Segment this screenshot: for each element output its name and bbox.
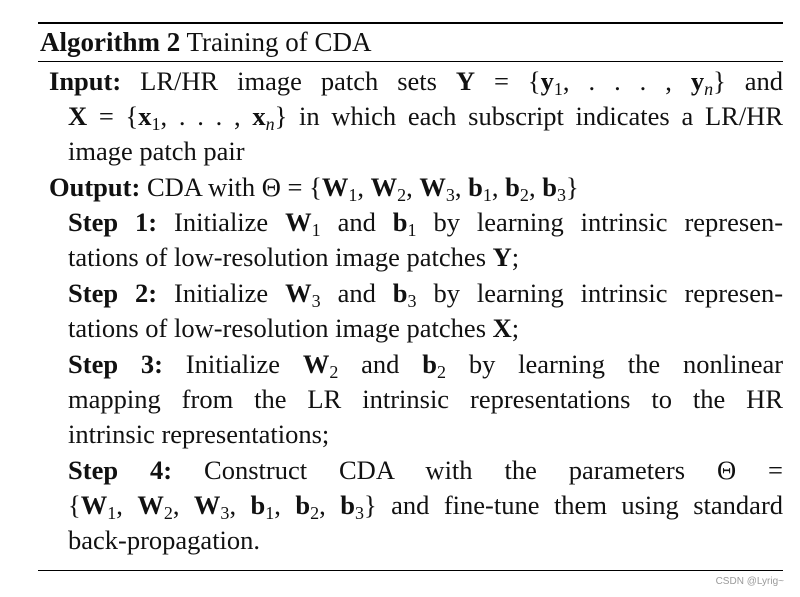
input-text-1: LR/HR image patch sets xyxy=(140,66,437,96)
input-and: and xyxy=(744,66,784,96)
step-2-label: Step 2: xyxy=(68,278,158,308)
step-3-line-3: intrinsic representations; xyxy=(68,419,330,449)
watermark: CSDN @Lyrig~ xyxy=(715,576,784,587)
title-rule xyxy=(38,61,783,62)
input-text-2: in which each subscript indicates a LR/HR xyxy=(299,101,783,131)
step-4-line-3: back-propagation. xyxy=(68,525,261,555)
input-line-3 xyxy=(68,135,245,167)
step-3-label: Step 3: xyxy=(68,349,163,379)
input-line-2: $X = \{x_1$, . . . , $x_n$} in which each subscript indicates a LR/HR xyxy=(68,101,783,135)
top-rule xyxy=(38,22,783,24)
step-2-line-2: tations of low-resolution image patches X; xyxy=(68,313,520,343)
step-1-line-2: tations of low-resolution image patches Y; xyxy=(68,242,520,272)
step-3-line-2: mapping from the LR intrinsic representations to the HR xyxy=(68,384,783,414)
step-3-line-1: Step 3: Initialize $W_2$ and $b_2$ by learning the nonlinear xyxy=(68,349,784,383)
step-1-line-1: Step 1: Initialize $W_1$ and $b_1$ by learning intrinsic represen- xyxy=(68,207,784,241)
bottom-rule xyxy=(38,570,783,571)
step-4-line-1: Step 4: Construct CDA with the parameters Θ = xyxy=(68,455,783,485)
output-label: Output: xyxy=(49,172,141,202)
step-4-line-2: {$W_1$, $W_2$, $W_3$, $b_1$, $b_2$, $b_3$} and fine-tune them using standard xyxy=(68,490,784,524)
step-4-label: Step 4: xyxy=(68,455,173,485)
step-2-line-1: Step 2: Initialize $W_3$ and $b_3$ by learning intrinsic represen- xyxy=(68,278,784,312)
algorithm-name: Training of CDA xyxy=(186,27,372,57)
step-1-label: Step 1: xyxy=(68,207,158,237)
algorithm-title xyxy=(40,26,372,58)
input-text-3: image patch pair xyxy=(68,136,245,166)
output-text: CDA with xyxy=(146,172,256,202)
input-line-1: Input: LR/HR image patch sets $Y = \{y_1$, . . . , $y_n$} and xyxy=(49,66,784,100)
input-label: Input: xyxy=(49,66,122,96)
algorithm-label: Algorithm 2 xyxy=(40,27,181,57)
output-line: Output: CDA with $\Theta = \{W_1$, $W_2$, $W_3$, $b_1$, $b_2$, $b_3$} xyxy=(49,172,579,206)
